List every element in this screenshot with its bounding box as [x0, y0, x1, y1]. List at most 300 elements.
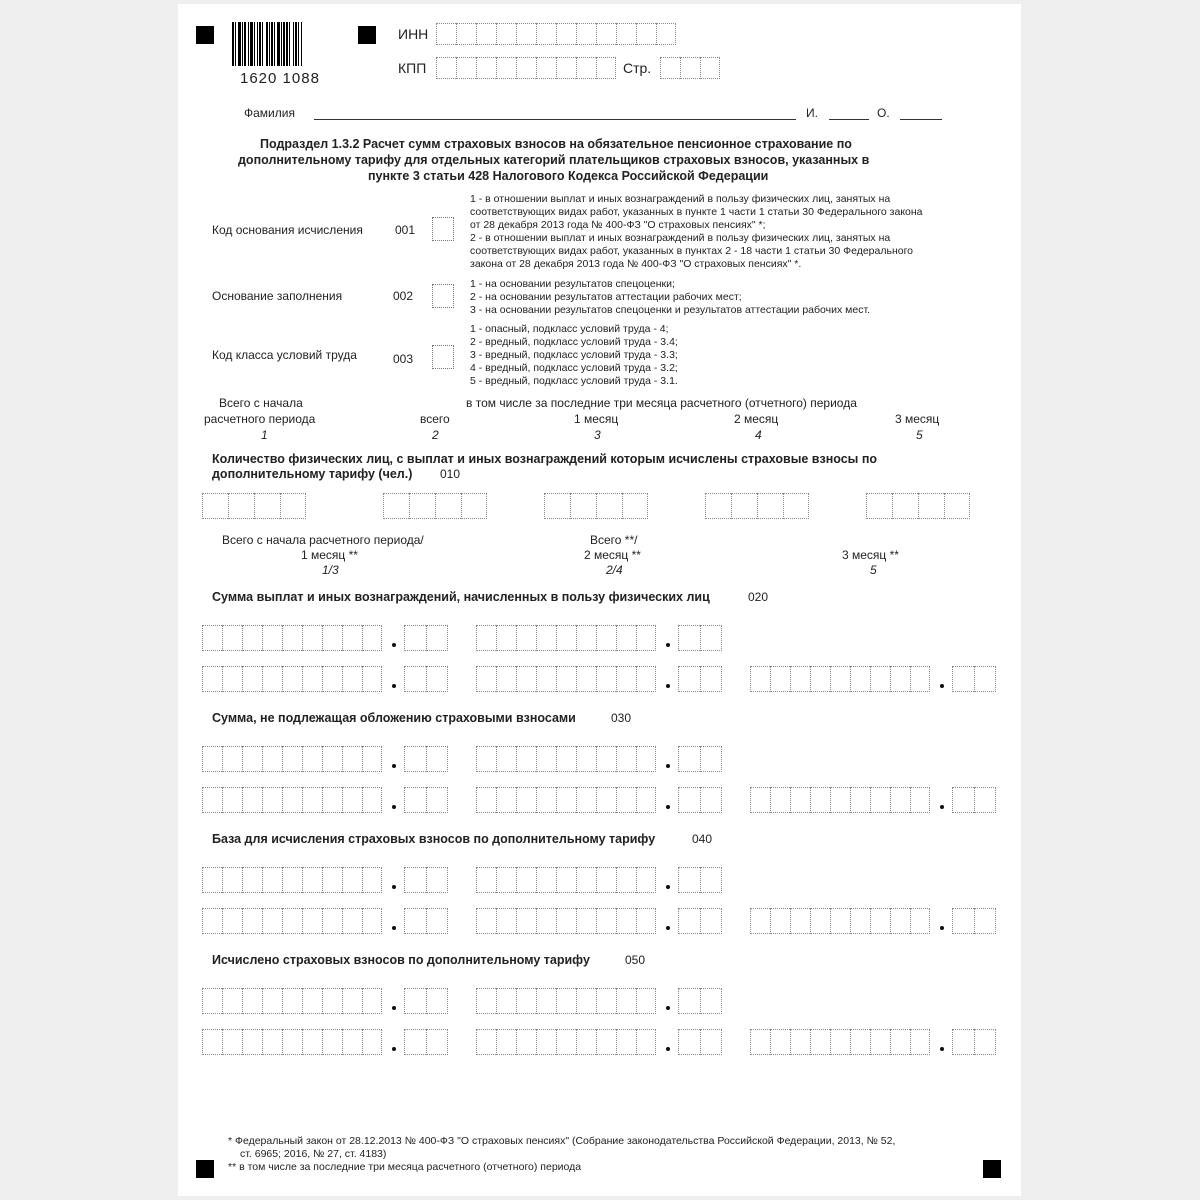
input-cell[interactable] [476, 1029, 496, 1055]
input-cell[interactable] [202, 746, 222, 772]
input-cell[interactable] [242, 988, 262, 1014]
input-cell[interactable] [476, 625, 496, 651]
input-cell[interactable] [952, 908, 974, 934]
input-cell[interactable] [536, 988, 556, 1014]
input-cell[interactable] [404, 625, 426, 651]
input-cell[interactable] [790, 787, 810, 813]
amount-kopecks-field-020-r2-c1[interactable] [404, 666, 448, 692]
amount-kopecks-field-040-r2-c3[interactable] [952, 908, 996, 934]
input-cell[interactable] [556, 666, 576, 692]
input-cell[interactable] [516, 1029, 536, 1055]
input-cell[interactable] [202, 493, 228, 519]
input-cell[interactable] [576, 1029, 596, 1055]
input-cell[interactable] [870, 1029, 890, 1055]
input-cell[interactable] [322, 666, 342, 692]
input-cell[interactable] [870, 787, 890, 813]
input-cell[interactable] [700, 867, 722, 893]
input-cell[interactable] [496, 988, 516, 1014]
input-cell[interactable] [678, 746, 700, 772]
amount-kopecks-field-020-r2-c2[interactable] [678, 666, 722, 692]
input-cell[interactable] [536, 625, 556, 651]
amount-kopecks-field-040-r2-c1[interactable] [404, 908, 448, 934]
input-cell[interactable] [426, 988, 448, 1014]
input-cell[interactable] [302, 867, 322, 893]
amount-integer-field-050-r1-c1[interactable] [202, 988, 382, 1014]
input-cell[interactable] [850, 1029, 870, 1055]
input-cell[interactable] [496, 23, 516, 45]
amount-integer-field-040-r1-c1[interactable] [202, 867, 382, 893]
input-cell[interactable] [222, 1029, 242, 1055]
input-cell[interactable] [516, 867, 536, 893]
kpp-field[interactable] [436, 57, 616, 79]
input-cell[interactable] [254, 493, 280, 519]
input-cell[interactable] [890, 908, 910, 934]
input-cell[interactable] [596, 23, 616, 45]
input-cell[interactable] [456, 57, 476, 79]
input-cell[interactable] [910, 908, 930, 934]
input-cell[interactable] [262, 787, 282, 813]
input-cell[interactable] [556, 57, 576, 79]
input-cell[interactable] [362, 908, 382, 934]
amount-integer-field-050-r2-c3[interactable] [750, 1029, 930, 1055]
input-cell[interactable] [596, 493, 622, 519]
input-cell[interactable] [342, 746, 362, 772]
input-cell[interactable] [222, 746, 242, 772]
amount-kopecks-field-050-r2-c1[interactable] [404, 1029, 448, 1055]
input-cell[interactable] [952, 1029, 974, 1055]
input-cell[interactable] [616, 23, 636, 45]
input-cell[interactable] [678, 625, 700, 651]
input-cell[interactable] [870, 666, 890, 692]
input-cell[interactable] [496, 625, 516, 651]
input-cell[interactable] [362, 988, 382, 1014]
input-cell[interactable] [944, 493, 970, 519]
input-cell[interactable] [282, 666, 302, 692]
input-cell[interactable] [596, 625, 616, 651]
input-cell[interactable] [242, 908, 262, 934]
inn-field[interactable] [436, 23, 676, 45]
amount-kopecks-field-050-r1-c2[interactable] [678, 988, 722, 1014]
input-cell[interactable] [222, 787, 242, 813]
input-cell[interactable] [426, 908, 448, 934]
input-cell[interactable] [636, 666, 656, 692]
input-cell[interactable] [700, 666, 722, 692]
input-cell[interactable] [850, 666, 870, 692]
input-cell[interactable] [556, 746, 576, 772]
input-cell[interactable] [700, 746, 722, 772]
input-cell[interactable] [596, 57, 616, 79]
input-cell[interactable] [516, 988, 536, 1014]
input-cell[interactable] [536, 1029, 556, 1055]
field-010-col2[interactable] [383, 493, 487, 519]
input-cell[interactable] [383, 493, 409, 519]
input-cell[interactable] [705, 493, 731, 519]
input-cell[interactable] [242, 1029, 262, 1055]
input-cell[interactable] [262, 867, 282, 893]
input-cell[interactable] [426, 666, 448, 692]
input-cell[interactable] [496, 746, 516, 772]
amount-kopecks-field-030-r2-c1[interactable] [404, 787, 448, 813]
input-cell[interactable] [342, 867, 362, 893]
input-cell[interactable] [616, 1029, 636, 1055]
input-cell[interactable] [426, 867, 448, 893]
input-cell[interactable] [536, 23, 556, 45]
input-cell[interactable] [656, 23, 676, 45]
input-cell[interactable] [700, 57, 720, 79]
input-cell[interactable] [678, 1029, 700, 1055]
input-cell[interactable] [576, 23, 596, 45]
input-cell[interactable] [476, 908, 496, 934]
field-010-col4[interactable] [705, 493, 809, 519]
input-cell[interactable] [700, 988, 722, 1014]
amount-integer-field-050-r2-c2[interactable] [476, 1029, 656, 1055]
amount-integer-field-030-r2-c3[interactable] [750, 787, 930, 813]
input-cell[interactable] [556, 908, 576, 934]
field-003-input[interactable] [432, 345, 454, 369]
input-cell[interactable] [222, 625, 242, 651]
input-cell[interactable] [456, 23, 476, 45]
amount-integer-field-030-r2-c2[interactable] [476, 787, 656, 813]
input-cell[interactable] [636, 908, 656, 934]
input-cell[interactable] [426, 787, 448, 813]
input-cell[interactable] [202, 1029, 222, 1055]
input-cell[interactable] [404, 746, 426, 772]
input-cell[interactable] [322, 787, 342, 813]
input-cell[interactable] [516, 908, 536, 934]
input-cell[interactable] [636, 746, 656, 772]
input-cell[interactable] [516, 746, 536, 772]
input-cell[interactable] [476, 787, 496, 813]
input-cell[interactable] [342, 666, 362, 692]
amount-integer-field-040-r2-c2[interactable] [476, 908, 656, 934]
amount-kopecks-field-030-r2-c3[interactable] [952, 787, 996, 813]
amount-kopecks-field-020-r1-c2[interactable] [678, 625, 722, 651]
input-cell[interactable] [496, 1029, 516, 1055]
input-cell[interactable] [342, 908, 362, 934]
input-cell[interactable] [516, 23, 536, 45]
input-cell[interactable] [892, 493, 918, 519]
input-cell[interactable] [790, 666, 810, 692]
input-cell[interactable] [616, 746, 636, 772]
input-cell[interactable] [596, 746, 616, 772]
initial-i-field[interactable] [829, 119, 869, 120]
input-cell[interactable] [362, 666, 382, 692]
input-cell[interactable] [222, 908, 242, 934]
input-cell[interactable] [322, 908, 342, 934]
amount-integer-field-040-r2-c3[interactable] [750, 908, 930, 934]
input-cell[interactable] [496, 57, 516, 79]
input-cell[interactable] [616, 666, 636, 692]
input-cell[interactable] [262, 746, 282, 772]
input-cell[interactable] [890, 1029, 910, 1055]
input-cell[interactable] [476, 746, 496, 772]
input-cell[interactable] [302, 666, 322, 692]
input-cell[interactable] [556, 988, 576, 1014]
input-cell[interactable] [362, 746, 382, 772]
input-cell[interactable] [974, 666, 996, 692]
input-cell[interactable] [576, 867, 596, 893]
input-cell[interactable] [974, 1029, 996, 1055]
input-cell[interactable] [536, 908, 556, 934]
input-cell[interactable] [202, 625, 222, 651]
input-cell[interactable] [616, 787, 636, 813]
input-cell[interactable] [322, 1029, 342, 1055]
input-cell[interactable] [536, 787, 556, 813]
input-cell[interactable] [242, 666, 262, 692]
input-cell[interactable] [576, 988, 596, 1014]
input-cell[interactable] [952, 666, 974, 692]
input-cell[interactable] [202, 908, 222, 934]
input-cell[interactable] [596, 666, 616, 692]
input-cell[interactable] [700, 625, 722, 651]
input-cell[interactable] [202, 787, 222, 813]
input-cell[interactable] [750, 1029, 770, 1055]
input-cell[interactable] [404, 908, 426, 934]
input-cell[interactable] [362, 867, 382, 893]
input-cell[interactable] [556, 1029, 576, 1055]
input-cell[interactable] [282, 1029, 302, 1055]
input-cell[interactable] [616, 908, 636, 934]
input-cell[interactable] [404, 787, 426, 813]
input-cell[interactable] [202, 988, 222, 1014]
input-cell[interactable] [426, 746, 448, 772]
input-cell[interactable] [262, 988, 282, 1014]
input-cell[interactable] [636, 23, 656, 45]
input-cell[interactable] [404, 867, 426, 893]
input-cell[interactable] [576, 666, 596, 692]
input-cell[interactable] [830, 787, 850, 813]
amount-kopecks-field-050-r1-c1[interactable] [404, 988, 448, 1014]
input-cell[interactable] [362, 787, 382, 813]
input-cell[interactable] [616, 988, 636, 1014]
input-cell[interactable] [222, 867, 242, 893]
input-cell[interactable] [974, 908, 996, 934]
input-cell[interactable] [556, 625, 576, 651]
input-cell[interactable] [952, 787, 974, 813]
amount-integer-field-030-r1-c2[interactable] [476, 746, 656, 772]
input-cell[interactable] [476, 666, 496, 692]
field-001-input[interactable] [432, 217, 454, 241]
input-cell[interactable] [570, 493, 596, 519]
input-cell[interactable] [770, 908, 790, 934]
input-cell[interactable] [750, 787, 770, 813]
input-cell[interactable] [282, 867, 302, 893]
input-cell[interactable] [436, 23, 456, 45]
input-cell[interactable] [436, 57, 456, 79]
page-number-field[interactable] [660, 57, 720, 79]
input-cell[interactable] [576, 908, 596, 934]
input-cell[interactable] [850, 787, 870, 813]
input-cell[interactable] [302, 908, 322, 934]
input-cell[interactable] [556, 23, 576, 45]
input-cell[interactable] [830, 908, 850, 934]
input-cell[interactable] [556, 787, 576, 813]
input-cell[interactable] [222, 666, 242, 692]
input-cell[interactable] [890, 787, 910, 813]
input-cell[interactable] [342, 988, 362, 1014]
input-cell[interactable] [910, 666, 930, 692]
input-cell[interactable] [342, 787, 362, 813]
input-cell[interactable] [362, 625, 382, 651]
input-cell[interactable] [622, 493, 648, 519]
amount-integer-field-020-r1-c2[interactable] [476, 625, 656, 651]
field-002-input[interactable] [432, 284, 454, 308]
amount-integer-field-020-r1-c1[interactable] [202, 625, 382, 651]
input-cell[interactable] [426, 625, 448, 651]
input-cell[interactable] [636, 988, 656, 1014]
input-cell[interactable] [660, 57, 680, 79]
input-cell[interactable] [596, 1029, 616, 1055]
input-cell[interactable] [242, 787, 262, 813]
field-010-col5[interactable] [866, 493, 970, 519]
input-cell[interactable] [596, 908, 616, 934]
surname-field[interactable] [314, 119, 796, 120]
input-cell[interactable] [409, 493, 435, 519]
input-cell[interactable] [910, 1029, 930, 1055]
amount-integer-field-020-r2-c3[interactable] [750, 666, 930, 692]
input-cell[interactable] [536, 867, 556, 893]
input-cell[interactable] [476, 988, 496, 1014]
input-cell[interactable] [536, 666, 556, 692]
input-cell[interactable] [700, 1029, 722, 1055]
input-cell[interactable] [830, 666, 850, 692]
input-cell[interactable] [516, 625, 536, 651]
input-cell[interactable] [496, 666, 516, 692]
amount-kopecks-field-050-r2-c2[interactable] [678, 1029, 722, 1055]
input-cell[interactable] [596, 787, 616, 813]
input-cell[interactable] [770, 787, 790, 813]
amount-integer-field-030-r2-c1[interactable] [202, 787, 382, 813]
input-cell[interactable] [770, 666, 790, 692]
field-010-col1[interactable] [202, 493, 306, 519]
input-cell[interactable] [242, 625, 262, 651]
input-cell[interactable] [757, 493, 783, 519]
input-cell[interactable] [476, 57, 496, 79]
input-cell[interactable] [496, 787, 516, 813]
input-cell[interactable] [910, 787, 930, 813]
input-cell[interactable] [890, 666, 910, 692]
amount-integer-field-050-r2-c1[interactable] [202, 1029, 382, 1055]
amount-integer-field-020-r2-c1[interactable] [202, 666, 382, 692]
input-cell[interactable] [461, 493, 487, 519]
input-cell[interactable] [342, 625, 362, 651]
input-cell[interactable] [426, 1029, 448, 1055]
input-cell[interactable] [202, 867, 222, 893]
input-cell[interactable] [228, 493, 254, 519]
input-cell[interactable] [636, 625, 656, 651]
input-cell[interactable] [262, 625, 282, 651]
input-cell[interactable] [536, 746, 556, 772]
input-cell[interactable] [496, 908, 516, 934]
input-cell[interactable] [596, 988, 616, 1014]
input-cell[interactable] [870, 908, 890, 934]
input-cell[interactable] [242, 746, 262, 772]
amount-integer-field-040-r1-c2[interactable] [476, 867, 656, 893]
input-cell[interactable] [810, 666, 830, 692]
input-cell[interactable] [282, 746, 302, 772]
amount-kopecks-field-030-r2-c2[interactable] [678, 787, 722, 813]
input-cell[interactable] [576, 746, 596, 772]
input-cell[interactable] [362, 1029, 382, 1055]
input-cell[interactable] [830, 1029, 850, 1055]
input-cell[interactable] [302, 787, 322, 813]
input-cell[interactable] [866, 493, 892, 519]
input-cell[interactable] [404, 666, 426, 692]
input-cell[interactable] [700, 908, 722, 934]
input-cell[interactable] [516, 57, 536, 79]
input-cell[interactable] [262, 666, 282, 692]
input-cell[interactable] [262, 1029, 282, 1055]
amount-kopecks-field-030-r1-c1[interactable] [404, 746, 448, 772]
input-cell[interactable] [282, 988, 302, 1014]
input-cell[interactable] [783, 493, 809, 519]
amount-kopecks-field-040-r1-c1[interactable] [404, 867, 448, 893]
input-cell[interactable] [770, 1029, 790, 1055]
input-cell[interactable] [222, 988, 242, 1014]
input-cell[interactable] [700, 787, 722, 813]
amount-integer-field-040-r2-c1[interactable] [202, 908, 382, 934]
input-cell[interactable] [790, 1029, 810, 1055]
input-cell[interactable] [680, 57, 700, 79]
input-cell[interactable] [476, 23, 496, 45]
input-cell[interactable] [616, 625, 636, 651]
amount-kopecks-field-020-r1-c1[interactable] [404, 625, 448, 651]
input-cell[interactable] [202, 666, 222, 692]
amount-integer-field-020-r2-c2[interactable] [476, 666, 656, 692]
input-cell[interactable] [576, 57, 596, 79]
input-cell[interactable] [678, 988, 700, 1014]
input-cell[interactable] [850, 908, 870, 934]
input-cell[interactable] [404, 1029, 426, 1055]
input-cell[interactable] [790, 908, 810, 934]
input-cell[interactable] [810, 1029, 830, 1055]
input-cell[interactable] [280, 493, 306, 519]
input-cell[interactable] [322, 988, 342, 1014]
amount-kopecks-field-040-r2-c2[interactable] [678, 908, 722, 934]
input-cell[interactable] [750, 666, 770, 692]
input-cell[interactable] [342, 1029, 362, 1055]
input-cell[interactable] [576, 625, 596, 651]
input-cell[interactable] [974, 787, 996, 813]
input-cell[interactable] [616, 867, 636, 893]
amount-kopecks-field-050-r2-c3[interactable] [952, 1029, 996, 1055]
input-cell[interactable] [678, 867, 700, 893]
amount-integer-field-030-r1-c1[interactable] [202, 746, 382, 772]
field-010-col3[interactable] [544, 493, 648, 519]
input-cell[interactable] [678, 787, 700, 813]
amount-kopecks-field-040-r1-c2[interactable] [678, 867, 722, 893]
input-cell[interactable] [750, 908, 770, 934]
input-cell[interactable] [435, 493, 461, 519]
input-cell[interactable] [678, 908, 700, 934]
input-cell[interactable] [496, 867, 516, 893]
input-cell[interactable] [810, 787, 830, 813]
input-cell[interactable] [302, 625, 322, 651]
input-cell[interactable] [242, 867, 262, 893]
input-cell[interactable] [282, 908, 302, 934]
input-cell[interactable] [731, 493, 757, 519]
input-cell[interactable] [302, 746, 322, 772]
input-cell[interactable] [918, 493, 944, 519]
amount-kopecks-field-030-r1-c2[interactable] [678, 746, 722, 772]
input-cell[interactable] [536, 57, 556, 79]
input-cell[interactable] [516, 666, 536, 692]
input-cell[interactable] [282, 625, 302, 651]
amount-kopecks-field-020-r2-c3[interactable] [952, 666, 996, 692]
input-cell[interactable] [576, 787, 596, 813]
input-cell[interactable] [596, 867, 616, 893]
input-cell[interactable] [636, 787, 656, 813]
